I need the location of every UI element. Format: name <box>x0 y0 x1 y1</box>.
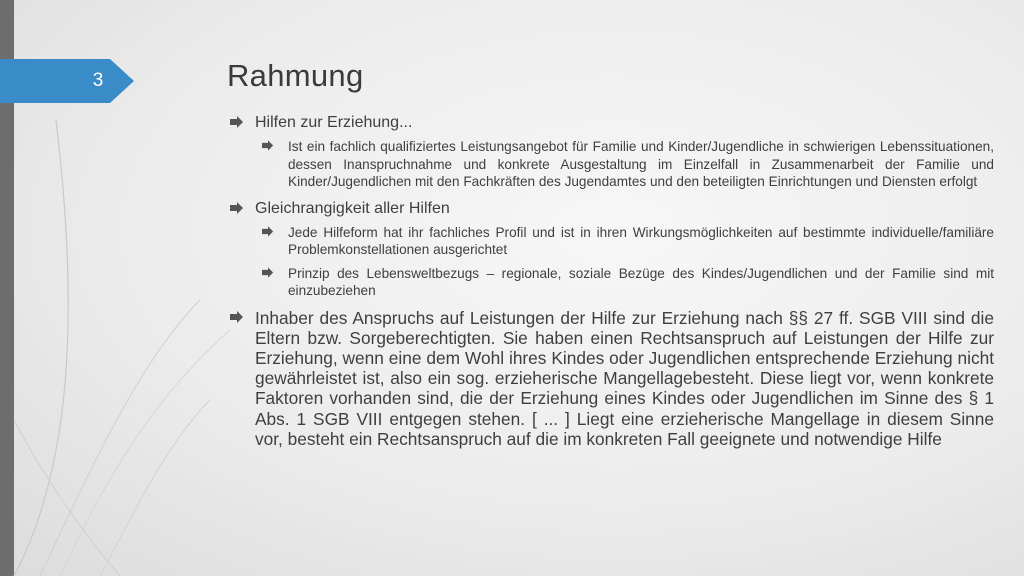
slide-title: Rahmung <box>227 58 364 93</box>
arrow-bullet-icon <box>262 267 278 281</box>
arrow-bullet-icon <box>262 226 278 240</box>
bullet-text: Inhaber des Anspruchs auf Leistungen der Hilfe zur Erziehung nach §§ 27 ff. SGB VIII sind die Eltern bzw. Sorgeberechtigten. Sie haben einen Rechtsanspruch auf Leistungen der Hilfe zur Erziehung, wenn eine dem Wohl ihres Kindes oder Jugendlichen entsprechende Erziehung nicht gewährleistet ist, also ein sog. erzieherische Mangellagebesteht. Diese liegt vor, wenn konkrete Faktoren vorhanden sind, die der Erziehung eines Kindes oder Jugendlichen im Sinne des § 1 Abs. 1 SGB VIII entgegen stehen. [ ... ] Liegt eine erzieherische Mangellage in diesem Sinne vor, besteht ein Rechtsanspruch auf die im konkreten Fall geeignete und notwendige Hilfe <box>255 307 994 449</box>
bullet-text: Gleichrangigkeit aller Hilfen <box>255 199 450 217</box>
slide-content <box>230 113 994 449</box>
sub-bullet-item <box>230 224 994 259</box>
bullet-text: Jede Hilfeform hat ihr fachliches Profil und ist in ihren Wirkungsmöglichkeiten auf bestimmte individuelle/familiäre Problemkonstellationen ausgerichtet <box>288 224 994 257</box>
arrow-bullet-icon <box>230 311 246 325</box>
page-number-badge <box>0 59 134 103</box>
bullet-text: Prinzip des Lebensweltbezugs – regionale, soziale Bezüge des Kindes/Jugendlichen und der Familie sind mit einzubeziehen <box>288 265 994 298</box>
page-number: 3 <box>92 70 104 91</box>
arrow-bullet-icon <box>230 202 246 216</box>
bullet-item <box>230 199 994 218</box>
sub-bullet-item <box>230 265 994 300</box>
bullet-item <box>230 308 994 449</box>
bullet-item <box>230 113 994 132</box>
arrow-bullet-icon <box>230 116 246 130</box>
bullet-text: Ist ein fachlich qualifiziertes Leistungsangebot für Familie und Kinder/Jugendliche in schwierigen Lebenssituationen, dessen Inanspruchnahme und konkrete Ausgestaltung im Einzelfall in Zusammenarbeit der Familie und Kinder/Jugendlichen mit den Fachkräften des Jugendamtes und den beteiligten Einrichtungen und Diensten erfolgt <box>288 139 994 189</box>
arrow-bullet-icon <box>262 140 278 154</box>
sub-bullet-item <box>230 138 994 191</box>
bullet-text: Hilfen zur Erziehung... <box>255 114 413 131</box>
